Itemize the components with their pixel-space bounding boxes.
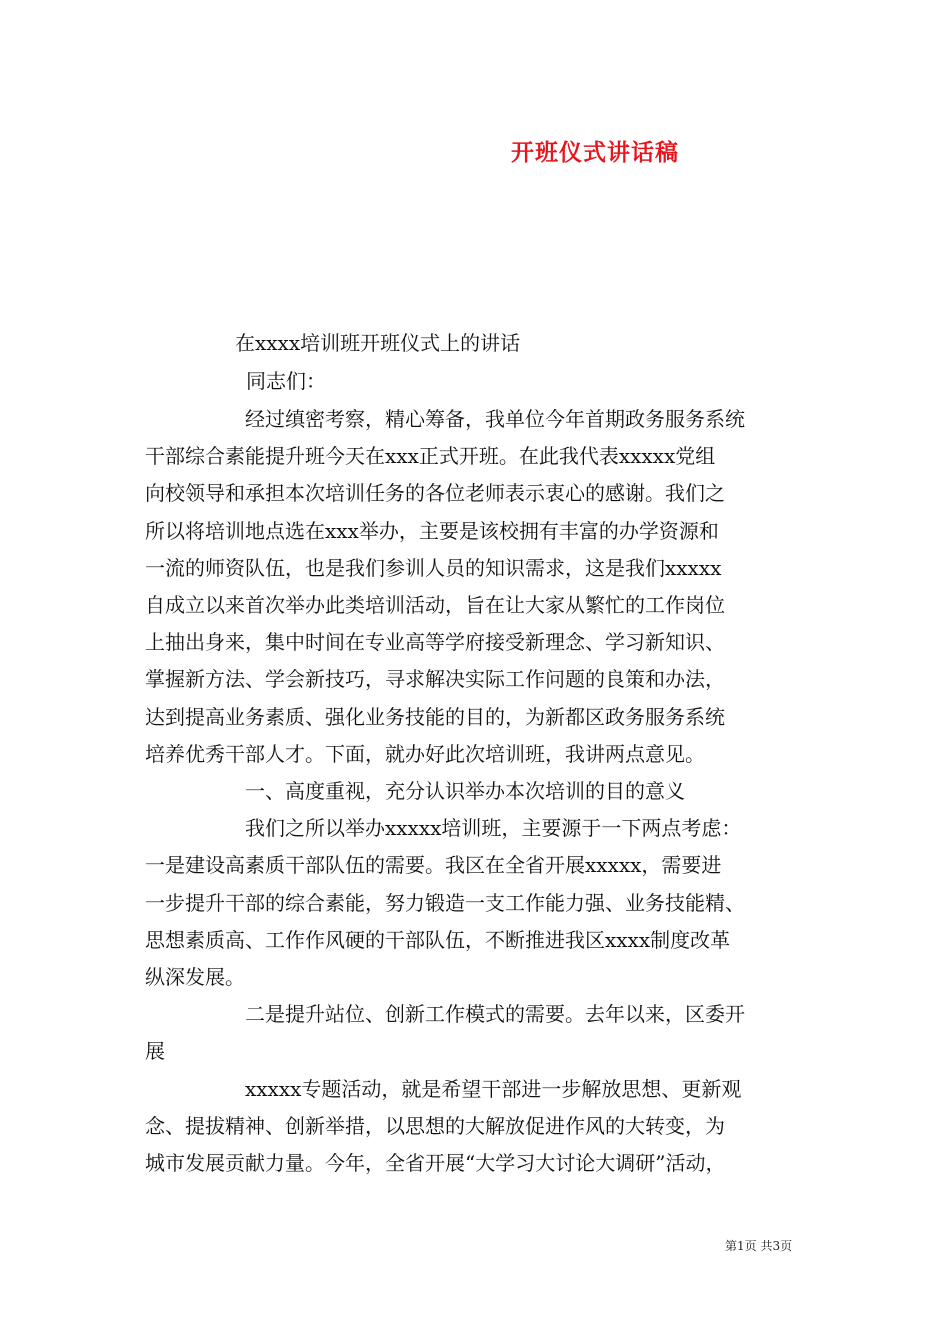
document-title: 开班仪式讲话稿 (511, 139, 679, 166)
section-heading-one: 一、高度重视，充分认识举办本次培训的目的意义 (245, 779, 685, 804)
document-body (145, 401, 815, 1182)
speech-subtitle: 在xxxx培训班开班仪式上的讲话 (235, 331, 521, 355)
paragraph-campaign: xxxxx专题活动，就是希望干部进一步解放思想、更新观 念、提拔精神、创新举措，以思想的大解放促进作风的大转变，为 城市发展贡献力量。今年，全省开展“大学习大讨论大调研”活动， (145, 1076, 742, 1176)
salutation: 同志们： (246, 369, 326, 393)
page-footer: 第1页 共3页 (725, 1239, 793, 1253)
paragraph-opening: 经过缜密考察，精心筹备，我单位今年首期政务服务系统 干部综合素能提升班今天在xxx正式开班。在此我代表xxxxx党组 向校领导和承担本次培训任务的各位老师表示衷心的感谢。我们之 所以将培训地点选在xxx举办，主要是该校拥有丰富的办学资源和 一流的师资队伍，也是我们参训人员的知识需求，这是我们xxxxx 自成立以来首次举办此类培训活动，旨在让大家从繁忙的工作岗位 上抽出身来，集中时间在专业高等学府接受新理念、学习新知识、 掌握新方法、学会新技巧，寻求解决实际工作问题的良策和办法， 达到提高业务素质、强化业务技能的目的，为新都区政务服务系统 培养优秀干部人才。下面，就办好此次培训班，我讲两点意见。 (145, 407, 745, 766)
paragraph-reasons: 我们之所以举办xxxxx培训班，主要源于一下两点考虑： 一是建设高素质干部队伍的需要。我区在全省开展xxxxx，需要进 一步提升干部的综合素能，努力锻造一支工作能力强、业务技能精、 思想素质高、工作作风硬的干部队伍，不断推进我区xxxx制度改革 纵深发展。 (145, 816, 745, 990)
paragraph-second-reason: 二是提升站位、创新工作模式的需要。去年以来，区委开 展 (145, 1002, 745, 1064)
